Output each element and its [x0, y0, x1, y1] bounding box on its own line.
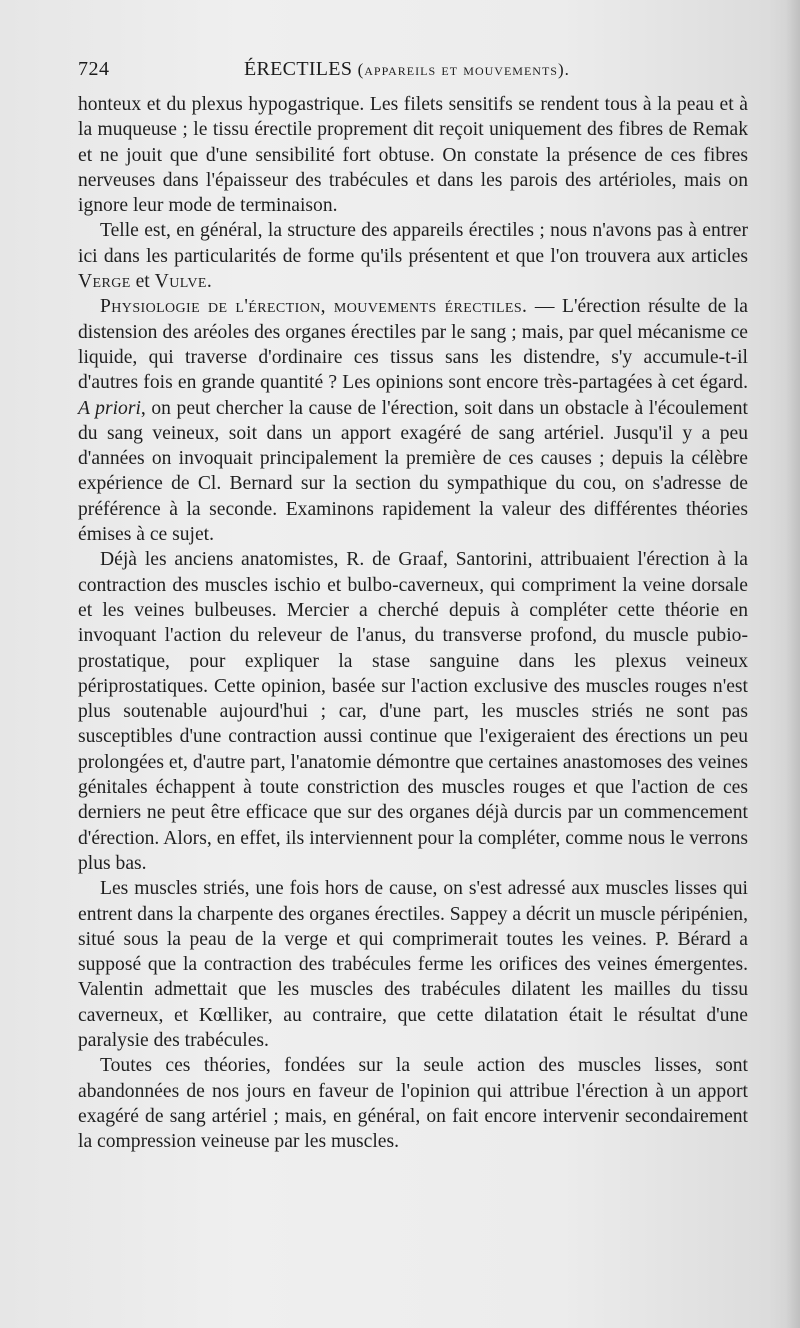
cross-reference-verge: Verge [78, 271, 131, 293]
running-head [78, 58, 748, 88]
cross-reference-vulve: Vulve [154, 271, 207, 293]
paragraph-4: Déjà les anciens anatomistes, R. de Graaf, Santorini, attribuaient l'érection à la contraction des muscles ischio et bulbo-caverneux, qui compriment la veine dorsale et les veines bulbeuses. Mercier a cherché depuis à compléter cette théorie en invoquant l'action du releveur de l'anus, du transverse profond, du muscle pubio-prostatique, pour expliquer la stase sanguine dans les plexus veineux périprostatiques. Cette opinion, basée sur l'action exclusive des muscles rouges n'est plus soutenable aujourd'hui ; car, d'une part, les muscles striés ne sont pas susceptibles d'une contraction aussi continue que l'exigeraient des érections un peu prolongées et, d'autre part, l'anatomie démontre que certaines anastomoses des veines génitales échappent à toute constriction des muscles rouges et que l'action de ces derniers ne peut être efficace que sur des organes déjà durcis par un commencement d'érection. Alors, en effet, ils interviennent pour la compléter, comme nous le verrons plus bas. [78, 549, 748, 874]
paragraph-2 [78, 218, 748, 294]
paragraph-2-text: Telle est, en général, la structure des appareils érectiles ; nous n'avons pas à entrer ici dans les particularités de forme qu'ils présentent et que l'on trouvera aux articles [78, 220, 748, 267]
body-text [78, 92, 748, 1154]
running-title-subtitle: (appareils et mouvements). [357, 60, 570, 79]
paragraph-3-text-b: , on peut chercher la cause de l'érection, soit dans un obstacle à l'écoulement du sang veineux, soit dans un apport exagéré de sang artériel. Jusqu'il y a peu d'années on invoquait principalement la première de ces causes ; depuis la célèbre expérience de Cl. Bernard sur la section du sympathique du cou, on s'adresse de préférence à la seconde. Examinons rapidement la valeur des différentes théories émises à ce sujet. [78, 397, 748, 546]
running-title [244, 58, 570, 81]
paragraph-5: Les muscles striés, une fois hors de cause, on s'est adressé aux muscles lisses qui entrent dans la charpente des organes érectiles. Sappey a décrit un muscle péripénien, situé sous la peau de la verge et qui comprimerait toutes les veines. P. Bérard a supposé que la contraction des trabécules ferme les orifices des veines émergentes. Valentin admettait que les muscles des trabécules dilatent les mailles du tissu caverneux, et Kœlliker, au contraire, que cette dilatation était le résultat d'une paralysie des trabécules. [78, 878, 748, 1051]
paragraph-3 [78, 294, 748, 547]
section-heading: Physiologie de l'érection, mouvements érectiles. [100, 296, 528, 318]
italic-a-priori: A priori [78, 397, 141, 419]
paragraph-2-end: . [206, 271, 212, 293]
running-title-main: ÉRECTILES [244, 58, 353, 80]
paragraph-3-text-a: — L'érection résulte de la distension des aréoles des organes érectiles par le sang ; mais, par quel mécanisme ce liquide, qui traverse d'ordinaire ces tissus sans les distendre, s'y accumule-t-il d'autres fois en grande quantité ? Les opinions sont encore très-partagées à cet égard. [78, 296, 749, 394]
page-edge-shadow [786, 0, 800, 1328]
paragraph-6: Toutes ces théories, fondées sur la seule action des muscles lisses, sont abandonnées de nos jours en faveur de l'opinion qui attribue l'érection à un apport exagéré de sang artériel ; mais, en général, on fait encore intervenir secondairement la compression veineuse par les muscles. [78, 1055, 748, 1153]
page-number: 724 [78, 58, 110, 80]
paragraph-2-conjunction: et [130, 271, 155, 293]
paragraph-1: honteux et du plexus hypogastrique. Les filets sensitifs se rendent tous à la peau et à la muqueuse ; le tissu érectile proprement dit reçoit uniquement des fibres de Remak et ne jouit que d'une sensibilité fort obtuse. On constate la présence de ces fibres nerveuses dans l'épaisseur des trabécules et dans les parois des artérioles, mais on ignore leur mode de terminaison. [78, 94, 748, 217]
